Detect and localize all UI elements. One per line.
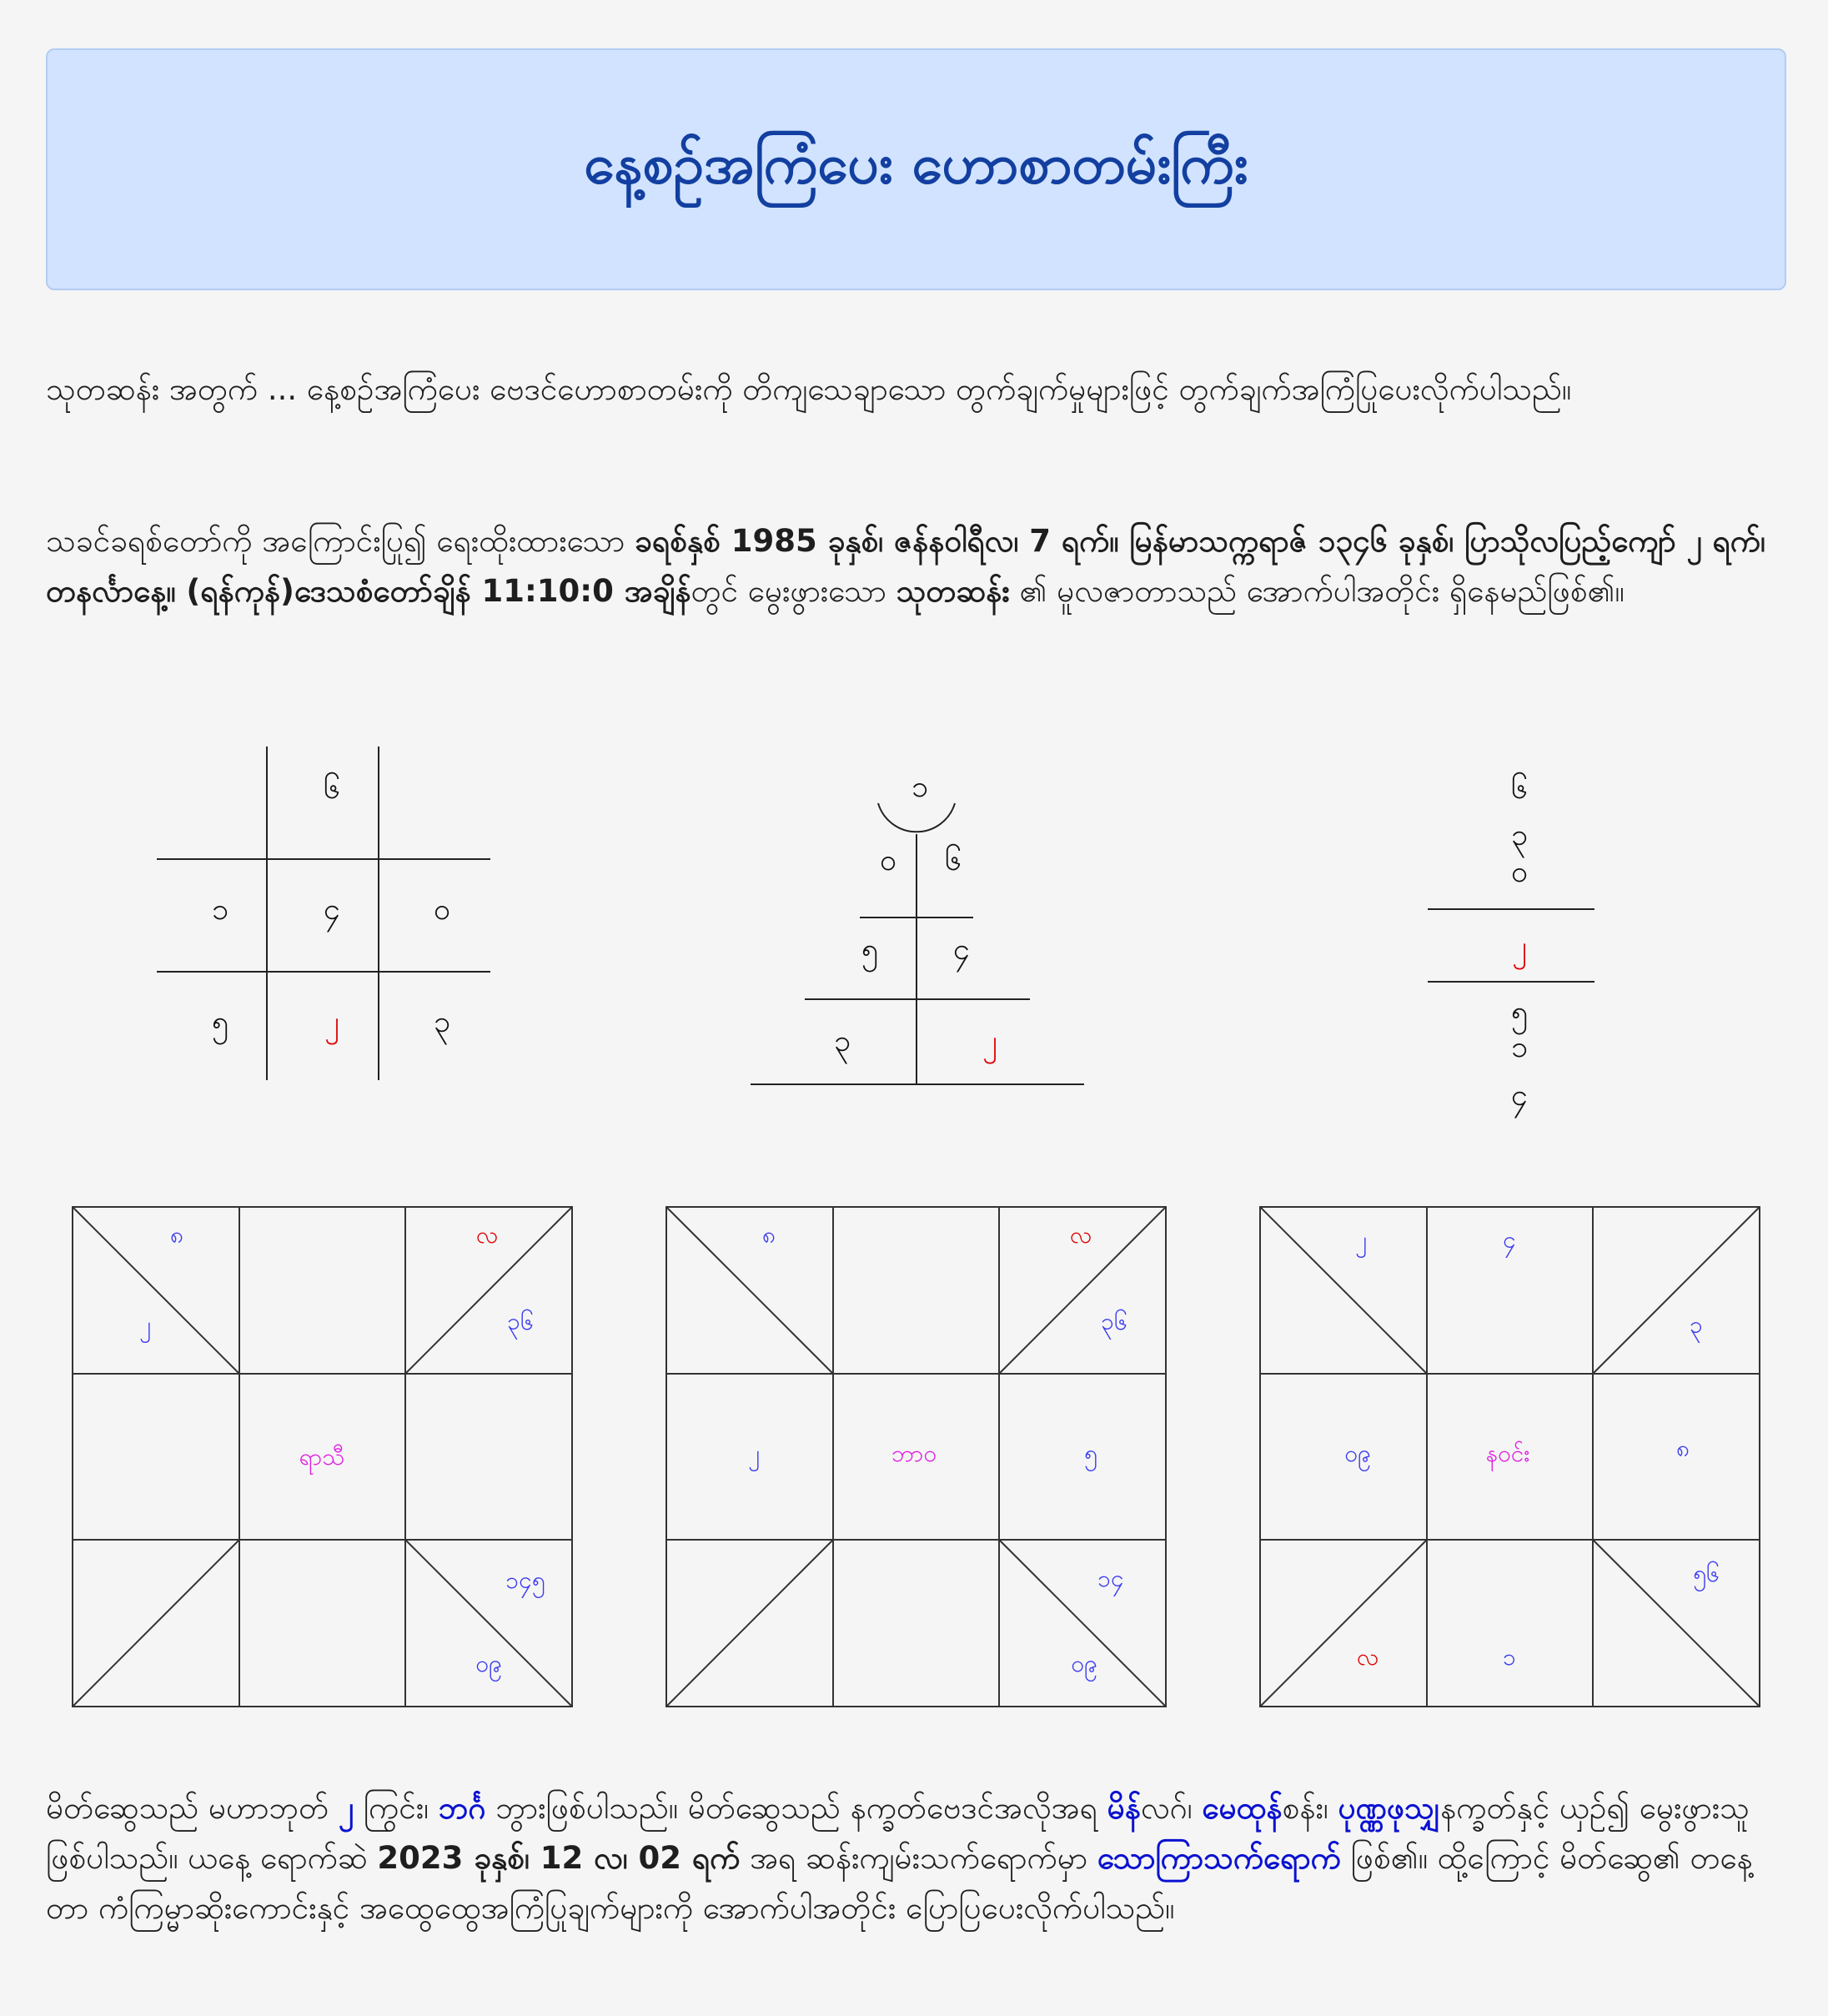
summary-date: 2023 ခုနှစ်၊ 12 လ၊ 02 ရက်: [377, 1840, 741, 1876]
grid9-right: ၀: [433, 892, 451, 927]
summary-text-8: ဖြစ်၏။ ထို့ကြောင့် မိတ်ဆွေ၏ တနေ့တာ ကံကြမ္မာဆိုးကောင်းနှင့် အထွေထွေအကြံပြုချက်များကို အောက်ပါအတိုင်း ပြောပြပေးလိုက်ပါသည်။: [46, 1840, 1753, 1926]
summary-nakshatra: ပုဏ္ဏဖုသျှ: [1338, 1790, 1441, 1826]
grid9-bottom-right: ၃: [433, 1005, 451, 1039]
c3-br-a: ၅၆: [1693, 1560, 1720, 1587]
c1-tr-a: လ: [475, 1221, 499, 1249]
c3-top: ၄: [1503, 1226, 1516, 1254]
chart-navamsa: [1259, 1206, 1761, 1708]
c2-mid-right: ၅: [1084, 1440, 1097, 1467]
c3-bottom: ၁: [1503, 1643, 1516, 1671]
tree-diagram: [746, 755, 1088, 1088]
grid9-top: ၆: [323, 772, 341, 806]
c1-center: ရာသီ: [299, 1443, 345, 1471]
c3-tl-a: ၂: [1355, 1226, 1367, 1254]
tree-r3-left: ၃: [833, 1024, 851, 1058]
birth-paragraph: [46, 516, 1785, 616]
c2-br-b: ၀၉: [1071, 1650, 1097, 1677]
column-above-3: ၀: [1510, 855, 1529, 889]
column-below-2: ၁: [1510, 1030, 1529, 1064]
c2-br-a: ၁၄: [1097, 1565, 1124, 1592]
chart-rasi: [72, 1206, 574, 1708]
column-above-2: ၃: [1510, 818, 1529, 852]
c3-tr-b: ၃: [1690, 1311, 1703, 1339]
birth-date-bold: ခရစ်နှစ် 1985 ခုနှစ်၊ ဇန်နဝါရီလ၊ 7 ရက်။ မြန်မာသက္ကရာဇ် ၁၃၄၆ ခုနှစ်၊ ပြာသိုလပြည့်ကျော် ၂ ရက်၊ တနင်္လာနေ့။ (ရန်ကုန်)ဒေသစံတော်ချိန် 11:10:0 အချိန်: [46, 523, 1765, 609]
column-diagram: [1418, 755, 1610, 1122]
tree-r1-right: ၆: [944, 843, 962, 877]
summary-text-2: ကြွင်း၊: [354, 1790, 439, 1826]
grid9-diagram: [150, 747, 500, 1088]
grid9-left: ၁: [211, 892, 229, 927]
tree-top: ၁: [911, 770, 929, 804]
summary-text-1: မိတ်ဆွေသည် မဟာဘုတ်: [46, 1790, 339, 1826]
c1-br-b: ၀၉: [475, 1650, 502, 1677]
grid9-center: ၄: [323, 892, 341, 927]
c3-center: နဝင်း: [1485, 1440, 1530, 1467]
title-banner: [46, 48, 1786, 290]
c1-tr-b: ၃၆: [507, 1308, 534, 1335]
c3-mid-right: ၈: [1676, 1435, 1690, 1462]
summary-text-3: ဘွားဖြစ်ပါသည်။ မိတ်ဆွေသည် နက္ခတ်ဗေဒင်အလိုအရ: [485, 1790, 1107, 1826]
summary-paragraph: [46, 1783, 1785, 1933]
c2-center: ဘာဝ: [891, 1440, 937, 1467]
summary-planet-effect: သောကြာသက်ရောက်: [1097, 1840, 1341, 1876]
c2-tr-a: လ: [1069, 1221, 1092, 1249]
c1-br-a: ၁၄၅: [505, 1566, 545, 1594]
summary-mahabote-number: ၂: [338, 1790, 354, 1826]
chart-bhava: [665, 1206, 1168, 1708]
tree-r3-right: ၂: [982, 1024, 997, 1058]
intro-paragraph: သုတဆန်း အတွက် ... နေ့စဉ်အကြံပေး ဗေဒင်ဟောစာတမ်းကို တိကျသေချာသော တွက်ချက်မှုများဖြင့် တွက်ချက်အကြံပြုပေးလိုက်ပါသည်။: [46, 371, 1572, 407]
grid9-bottom-left: ၅: [211, 1005, 229, 1039]
c1-tl-b: ၂: [139, 1311, 151, 1339]
grid9-bottom-center: ၂: [324, 1005, 339, 1039]
birth-text-3: ၏ မူလဇာတာသည် အောက်ပါအတိုင်း ရှိနေမည်ဖြစ်၏။: [1009, 573, 1625, 609]
page-title: နေ့စဉ်အကြံပေး ဟောစာတမ်းကြီး: [584, 131, 1248, 196]
tree-r1-left: ၀: [879, 843, 897, 877]
c1-tl-a: ၈: [170, 1221, 183, 1249]
summary-text-6: နက္ခတ်နှင့် ယှဉ်၍ မွေးဖွားသူဖြစ်ပါသည်။ ယနေ့ ရောက်ဆဲ: [46, 1790, 1750, 1876]
c2-tr-b: ၃၆: [1101, 1308, 1127, 1335]
birth-text-2: တွင် မွေးဖွားသော: [691, 573, 896, 609]
column-middle: ၂: [1512, 930, 1527, 964]
birth-name-bold: သုတဆန်း: [896, 573, 1010, 609]
c2-tl-a: ၈: [762, 1221, 776, 1249]
summary-lagna: မိန်: [1107, 1790, 1141, 1826]
c3-bl: လ: [1356, 1643, 1379, 1671]
summary-text-7: အရ ဆန်းကျမ်းသက်ရောက်မှာ: [740, 1840, 1097, 1876]
summary-house: ဘင်္ဂ: [438, 1790, 486, 1826]
summary-moon-sign: မေထုန်: [1202, 1790, 1283, 1826]
birth-text-1: သခင်ခရစ်တော်ကို အကြောင်းပြု၍ ရေးထိုးထားသော: [46, 523, 635, 559]
column-below-3: ၄: [1510, 1078, 1529, 1113]
c3-mid-left: ၀၉: [1344, 1440, 1371, 1467]
column-below-1: ၅: [1510, 995, 1529, 1029]
tree-r2-right: ၄: [952, 933, 971, 967]
c2-mid-left: ၂: [748, 1440, 760, 1467]
summary-text-4: လဂ်၊: [1140, 1790, 1203, 1826]
tree-r2-left: ၅: [861, 933, 879, 967]
summary-text-5: စန်း၊: [1282, 1790, 1338, 1826]
column-above-1: ၆: [1510, 772, 1529, 806]
